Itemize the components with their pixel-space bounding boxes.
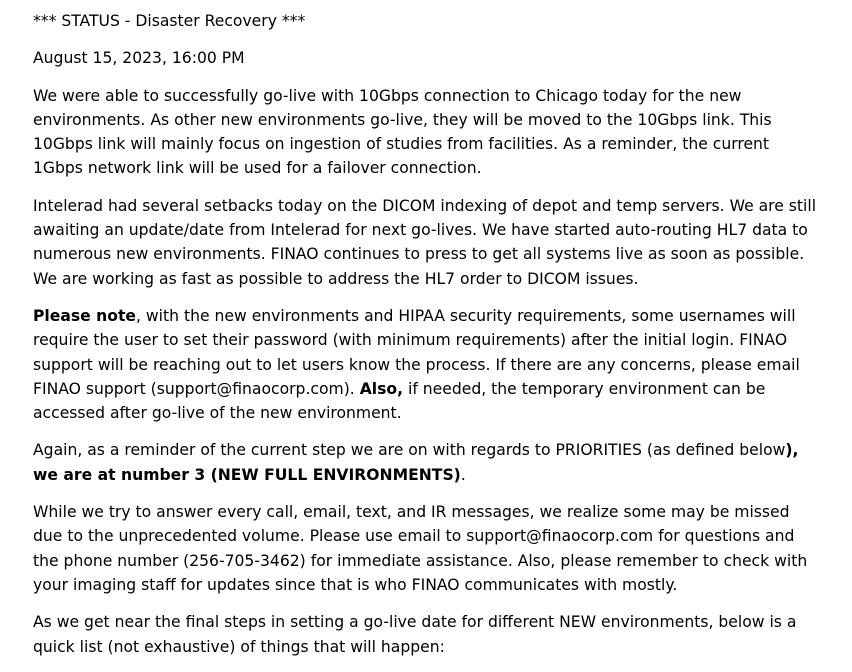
paragraph-priorities (33, 438, 823, 487)
please-note-text: , with the new environments and HIPAA security requirements, some usernames will require the user to set their password (with minimum requirements) after the initial login. FINAO support will be reaching out to let users know the process. If there are any concerns, please email FINAO support (support@finaocorp.com). (33, 306, 800, 398)
paragraph-intelerad-setbacks: Intelerad had several setbacks today on the DICOM indexing of depot and temp servers. We are still awaiting an update/date from Intelerad for next go-lives. We have started auto-routing HL7 data to numerous new environments. FINAO continues to press to get all systems live as soon as possible. We are working as fast as possible to address the HL7 order to DICOM issues. (33, 196, 817, 288)
also-label: Also, (359, 379, 404, 398)
please-note-label: Please note (33, 306, 137, 325)
paragraph-10gbps-golive: We were able to successfully go-live with 10Gbps connection to Chicago today for the new environments. As other new environments go-live, they will be moved to the 10Gbps link. This 10Gbps link will mainly focus on ingestion of studies from facilities. As a reminder, the current 1Gbps network link will be used for a failover connection. (33, 86, 772, 178)
priorities-bold: ), we are at number 3 (NEW FULL ENVIRONMENTS) (33, 441, 799, 484)
priorities-end: . (460, 465, 466, 484)
also-text: if needed, the temporary environment can be accessed after go-live of the new environment. (33, 379, 766, 423)
priorities-text: Again, as a reminder of the current step we are on with regards to PRIORITIES (as defined below (33, 441, 786, 460)
document-body (33, 9, 823, 672)
paragraph-final-steps: As we get near the final steps in setting a go-live date for different NEW environments, below is a quick list (not exhaustive) of things that will happen: (33, 613, 797, 656)
paragraph-please-note (33, 304, 823, 425)
status-date: August 15, 2023, 16:00 PM (33, 49, 245, 68)
status-heading: *** STATUS - Disaster Recovery *** (33, 12, 306, 30)
paragraph-contact: While we try to answer every call, email, text, and IR messages, we realize some may be missed due to the unprecedented volume. Please use email to support@finaocorp.com for questions and the phone number (256-705-3462) for immediate assistance. Also, please remember to check with your imaging staff for updates since that is who FINAO communicates with mostly. (33, 503, 808, 594)
